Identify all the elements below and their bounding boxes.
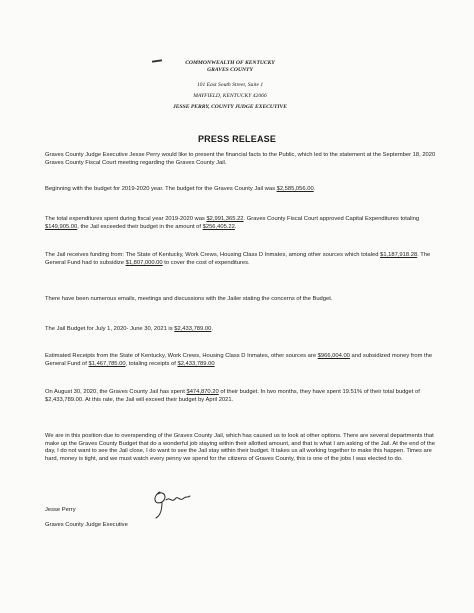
paragraph-text: of their budget. In two months, they have spent 19.51% of their total budget of $2,433,789.00. At this rate, the Jail will exceed their budget by April 2021. bbox=[45, 389, 420, 403]
paragraph-text: On August 30, 2020, the Graves County Jail has spent bbox=[45, 389, 187, 395]
paragraph-text: Estimated Receipts from the State of Kentucky, Work Crews, Housing Class D Inmates, other sources are bbox=[45, 353, 318, 359]
letterhead-county: GRAVES COUNTY bbox=[207, 67, 253, 73]
paragraph-text: The Jail receives funding from: The State of Kentucky, Work Crews, Housing Class D Inmates, among other sources which totaled bbox=[45, 252, 381, 258]
paragraph-discussions: There have been numerous emails, meetings and discussions with the Jailer stating the concerns of the Budget. bbox=[45, 296, 333, 302]
paragraph-text: The Jail Budget for July 1, 2020- June 30, 2021 is bbox=[45, 326, 175, 332]
paragraph-budget-2020 bbox=[45, 326, 443, 334]
letterhead-address-street: 101 East South Street, Suite 1 bbox=[196, 82, 264, 88]
paragraph-intro: Graves County Judge Executive Jesse Perry would like to present the financial facts to the Public, which led to the statement at the September 18, 2020 Graves County Fiscal Court meeting regarding the Graves County Jail. bbox=[45, 152, 436, 166]
paragraph-text: and subsidized money from the General Fund of bbox=[45, 353, 433, 367]
amount-funding-total: $1,187,918.28 bbox=[380, 252, 418, 258]
paragraph-text: . bbox=[313, 186, 316, 192]
amount-general-fund-subsidy: $1,807,000.00 bbox=[125, 259, 163, 266]
amount-exceeded: $256,405.22 bbox=[202, 223, 235, 230]
paragraph-text: . bbox=[234, 223, 237, 230]
paragraph-text: Beginning with the budget for 2019-2020 year. The budget for the Graves County Jail was bbox=[45, 186, 277, 192]
paragraph-closing: We are in this position due to overspending of the Graves County Jail, which has caused us to look at other options. There are several departments that make up the Graves County Budget that do a wonderful job staying within their allotted amount, and that is what I am asking of the Jail. At the end of the day, I do not want to see the Jail close, I do want to see the Jail stay within their budget. It takes us all working together to make this happen. Times are hard, money is tight, and we must watch every penny we spend for the citizens of Graves County, this is one of the jobs I was elected to do. bbox=[45, 433, 435, 462]
paragraph-text: , totaling receipts of bbox=[125, 360, 178, 367]
paragraph-text: , the Jail exceeded their budget in the amount of bbox=[77, 223, 203, 230]
paragraph-text: to cover the cost of expenditures. bbox=[162, 259, 250, 266]
signoff-name: Jesse Perry bbox=[45, 507, 76, 513]
paragraph-budget-2019 bbox=[45, 186, 443, 194]
document-title: PRESS RELEASE bbox=[197, 134, 277, 144]
amount-spent: $474,870.20 bbox=[186, 389, 219, 395]
amount-total-expenditures: $2,991,365.22 bbox=[206, 216, 244, 222]
paragraph-text: . The General Fund had to subsidize bbox=[45, 252, 431, 266]
paragraph-expenditures bbox=[45, 216, 443, 231]
paragraph-text: The total expenditures spent during fiscal year 2019-2020 was bbox=[45, 216, 207, 222]
paragraph-estimated-receipts bbox=[45, 353, 443, 368]
letterhead-official: JESSE PERRY, COUNTY JUDGE EXECUTIVE bbox=[172, 104, 288, 110]
amount-estimated-receipts: $966,004.00 bbox=[317, 353, 350, 359]
paragraph-funding bbox=[45, 252, 443, 267]
paragraph-text: . bbox=[211, 326, 213, 332]
amount-total-receipts: $2,433,789.00 bbox=[177, 360, 215, 367]
amount-capital-expenditures: $149,905.00 bbox=[45, 223, 78, 230]
signoff-title: Graves County Judge Executive bbox=[45, 522, 128, 528]
amount-budget-2019: $2,585,056.00 bbox=[276, 186, 314, 192]
paragraph-text: . Graves County Fiscal Court approved Capital Expenditures totaling bbox=[243, 216, 420, 222]
letterhead bbox=[120, 60, 340, 111]
paragraph-august-spending bbox=[45, 389, 443, 404]
letterhead-commonwealth: COMMONWEALTH OF KENTUCKY bbox=[185, 60, 275, 66]
amount-budget-2020: $2,433,789.00 bbox=[174, 326, 212, 332]
amount-general-fund: $1,467,785.00 bbox=[88, 360, 126, 367]
signature-image bbox=[148, 486, 194, 520]
letterhead-address-city: MAYFIELD, KENTUCKY 42066 bbox=[193, 93, 267, 99]
